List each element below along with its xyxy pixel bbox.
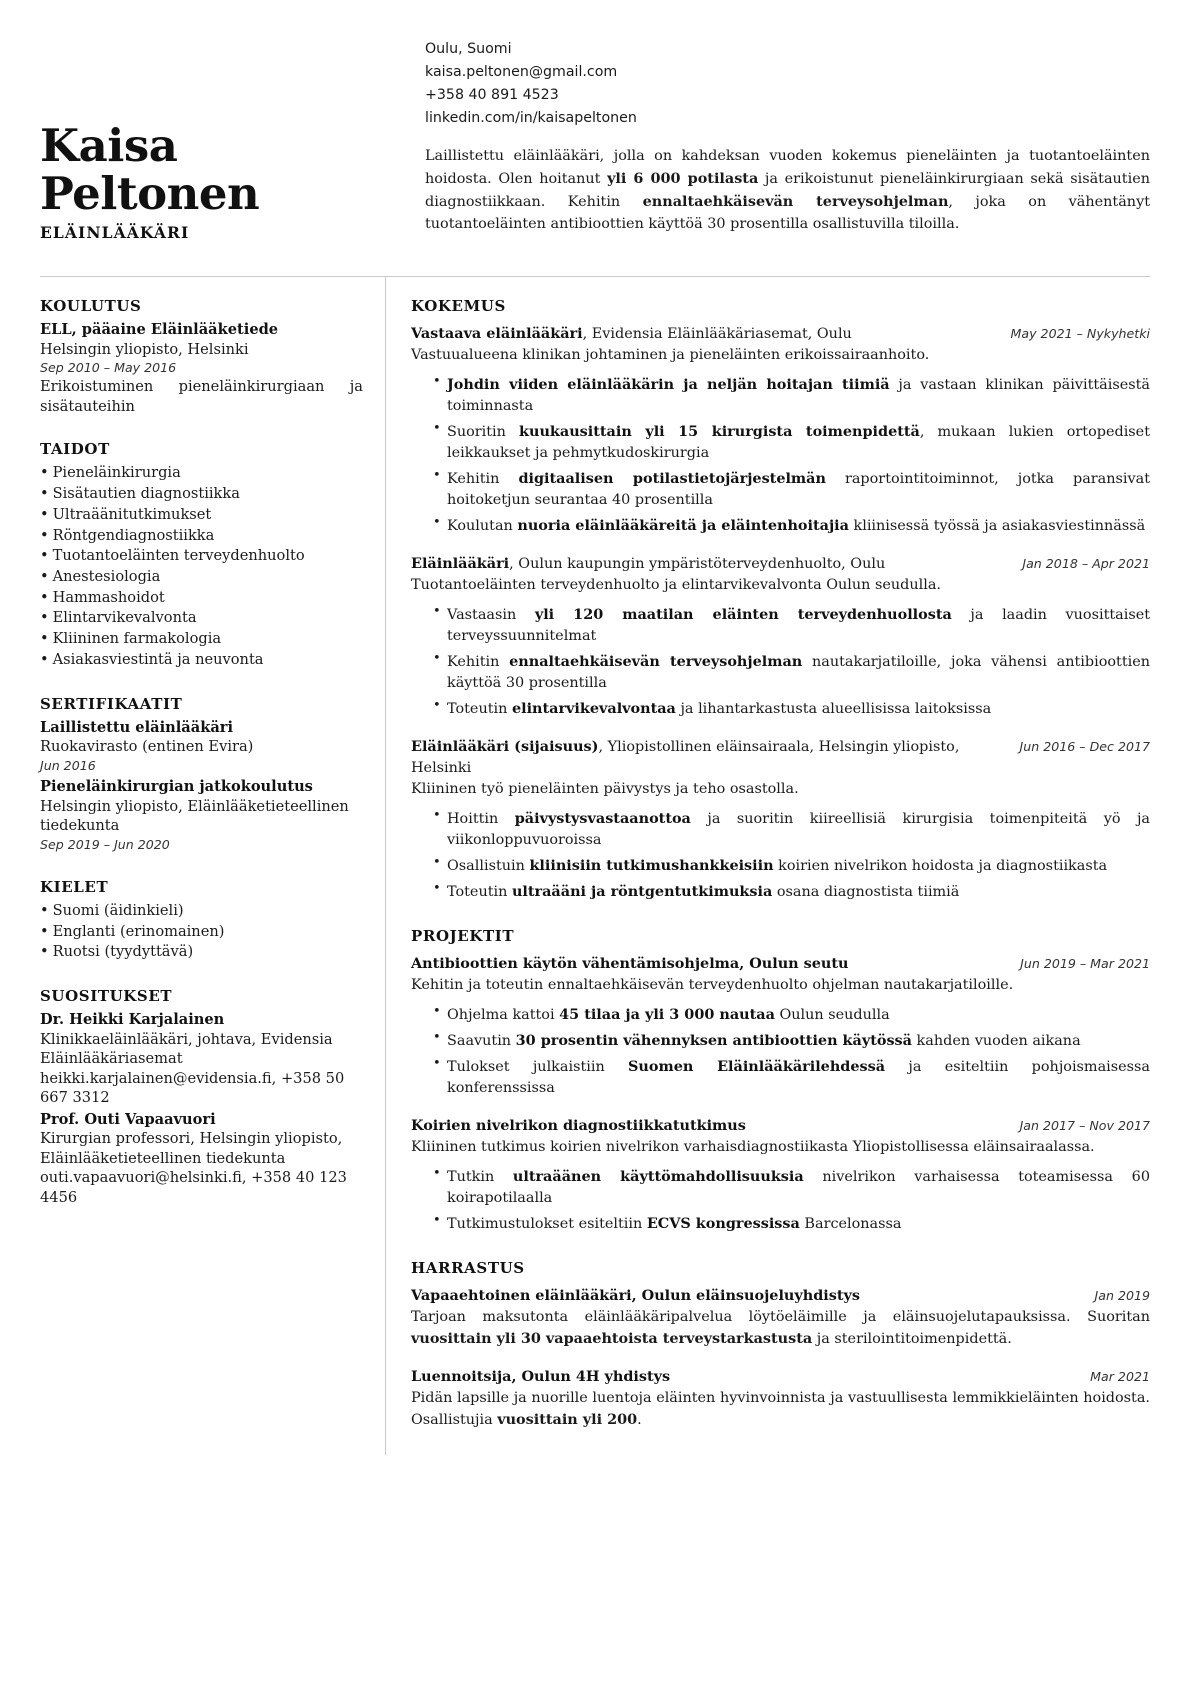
skill-item (40, 505, 363, 526)
entry-title: Eläinlääkäri, Oulun kaupungin ympäristöterveydenhuolto, Oulu (411, 555, 886, 573)
entry-title: Koirien nivelrikon diagnostiikkatutkimus (411, 1117, 746, 1135)
skill-item-label: Elintarvikevalvonta (52, 609, 197, 627)
contact-and-summary (400, 36, 1150, 236)
entry-bullet: • Tutkin ultraäänen käyttömahdollisuuksia nivelrikon varhaisessa toteamisessa 60 koirapotilaalla (433, 1166, 1150, 1209)
entry-date: Jan 2018 – Apr 2021 (1022, 556, 1150, 572)
entry-bullet-list (411, 604, 1150, 720)
language-item (40, 942, 363, 963)
entry-header (411, 324, 1150, 345)
reference-role: Klinikkaeläinlääkäri, johtava, Evidensia Eläinlääkäriasemat (40, 1030, 333, 1068)
certificate-name: Pieneläinkirurgian jatkokoulutus (40, 777, 313, 795)
bullet-icon: • (40, 609, 49, 627)
entry-bullet: • Saavutin 30 prosentin vähennyksen antibioottien käytössä kahden vuoden aikana (433, 1030, 1150, 1052)
bullet-icon: • (40, 526, 49, 544)
entry-bullet: • Kehitin digitaalisen potilastietojärjestelmän raportointitoiminnot, jotka paransivat hoitoketjun seurantaa 40 prosentilla (433, 468, 1150, 511)
certificate-date: Jun 2016 (40, 757, 96, 773)
section-projects (411, 927, 1150, 1235)
skill-item (40, 608, 363, 629)
skill-item-label: Kliininen farmakologia (52, 630, 222, 648)
entry-bullet: • Koulutan nuoria eläinlääkäreitä ja eläintenhoitajia kliinisessä työssä ja asiakasviestinnässä (433, 515, 1150, 537)
reference-entry (40, 1110, 363, 1208)
certificate-entry (40, 777, 363, 854)
skill-item-label: Hammashoidot (52, 588, 165, 606)
section-title-skills: TAIDOT (40, 440, 110, 459)
skill-item-label: Pieneläinkirurgia (52, 464, 181, 482)
bullet-icon: • (40, 943, 49, 961)
bullet-icon: • (40, 485, 49, 503)
skill-item-label: Röntgendiagnostiikka (52, 526, 215, 544)
entry-title: Eläinlääkäri (sijaisuus), Yliopistollinen eläinsairaala, Helsingin yliopisto, Helsinki (411, 738, 960, 777)
entry-title: Luennoitsija, Oulun 4H yhdistys (411, 1368, 671, 1386)
entry-bullet: • Hoittin päivystysvastaanottoa ja suoritin kiireellisiä kirurgisia toimenpiteitä yö ja viikonloppuvuoroissa (433, 808, 1150, 851)
bullet-icon: • (40, 505, 49, 523)
education-note: Erikoistuminen pieneläinkirurgiaan ja sisätauteihin (40, 378, 363, 415)
bullet-icon: • (40, 650, 49, 668)
entry-date: Mar 2021 (1090, 1369, 1150, 1385)
entry-header (411, 554, 1150, 575)
section-title-references: SUOSITUKSET (40, 987, 173, 1006)
entry-date: May 2021 – Nykyhetki (1010, 326, 1150, 341)
contact-linkedin[interactable]: linkedin.com/in/kaisapeltonen (425, 110, 637, 126)
language-item-label: Englanti (erinomainen) (52, 922, 225, 940)
skill-item-label: Asiakasviestintä ja neuvonta (52, 650, 264, 668)
skill-item (40, 526, 363, 547)
skill-item-label: Tuotantoeläinten terveydenhuolto (52, 547, 305, 565)
candidate-job-title: ELÄINLÄÄKÄRI (40, 223, 190, 243)
entry (411, 1367, 1150, 1431)
entry-bullet: • Toteutin elintarvikevalvontaa ja lihantarkastusta alueellisissa laitoksissa (433, 698, 1150, 720)
main-column (386, 277, 1150, 1455)
entry-subtitle: Kliininen tutkimus koirien nivelrikon varhaisdiagnostiikasta Yliopistollisessa eläinsairaalassa. (411, 1139, 1095, 1155)
entry-bullet-list (411, 1166, 1150, 1235)
entry-bullet: • Suoritin kuukausittain yli 15 kirurgista toimenpidettä, mukaan lukien ortopediset leikkaukset ja pehmytkudoskirurgia (433, 421, 1150, 464)
bullet-icon: • (40, 922, 49, 940)
certificate-date: Sep 2019 – Jun 2020 (40, 836, 170, 852)
education-degree: ELL, pääaine Eläinlääketiede (40, 321, 279, 338)
education-date: Sep 2010 – May 2016 (40, 360, 177, 376)
certificate-name: Laillistettu eläinlääkäri (40, 718, 234, 736)
skill-item (40, 546, 363, 567)
entry-header (411, 1367, 1150, 1388)
entry-header (411, 954, 1150, 975)
skill-item (40, 463, 363, 484)
entry-bullet: • Toteutin ultraääni ja röntgentutkimuksia osana diagnostista tiimiä (433, 881, 1150, 903)
entry-bullet: • Tutkimustulokset esiteltiin ECVS kongressissa Barcelonassa (433, 1213, 1150, 1235)
language-item (40, 901, 363, 922)
section-experience (411, 297, 1150, 903)
entry-date: Jan 2017 – Nov 2017 (1019, 1118, 1150, 1134)
skill-item-label: Anestesiologia (52, 568, 161, 586)
hobby-entries (411, 1286, 1150, 1431)
entry-title: Vastaava eläinlääkäri, Evidensia Eläinlääkäriasemat, Oulu (411, 325, 852, 342)
language-item-label: Ruotsi (tyydyttävä) (52, 943, 194, 961)
entry-bullet-list (411, 374, 1150, 537)
professional-summary: Laillistettu eläinlääkäri, jolla on kahdeksan vuoden kokemus pieneläinten ja tuotantoeläinten hoidosta. Olen hoitanut yli 6 000 potilasta ja erikoistunut pieneläinkirurgiaan sekä sisätautien diagnostiikkaan. Kehitin ennaltaehkäisevän terveysohjelman, joka on vähentänyt tuotantoeläinten antibioottien käyttöä 30 prosentilla osallistuvilla tiloilla. (425, 148, 1150, 232)
skill-item (40, 588, 363, 609)
section-title-certificates: SERTIFIKAATIT (40, 694, 183, 713)
section-title-experience: KOKEMUS (411, 297, 506, 315)
entry-header (411, 1116, 1150, 1137)
bullet-icon: • (40, 568, 49, 586)
skill-item (40, 629, 363, 650)
entry-subtitle: Pidän lapsille ja nuorille luentoja eläinten hyvinvoinnista ja vastuullisesta lemmikkieläinten hoidosta. Osallistujia vuosittain yli 200. (411, 1389, 1150, 1428)
first-name: Kaisa (40, 119, 178, 172)
contact-location: Oulu, Suomi (425, 41, 512, 57)
certificate-entry (40, 718, 363, 775)
reference-name: Dr. Heikki Karjalainen (40, 1011, 225, 1029)
entry-subtitle: Vastuualueena klinikan johtaminen ja pieneläinten erikoissairaanhoito. (411, 346, 930, 363)
entry-bullet: • Johdin viiden eläinlääkärin ja neljän hoitajan tiimiä ja vastaan klinikan päivittäisestä toiminnasta (433, 374, 1150, 417)
section-languages (40, 878, 363, 963)
sidebar-column (40, 277, 385, 1455)
entry-title: Vapaaehtoinen eläinlääkäri, Oulun eläinsuojeluyhdistys (411, 1287, 860, 1305)
skill-item (40, 567, 363, 588)
bullet-icon: • (40, 464, 49, 482)
languages-list (40, 901, 363, 963)
skill-item (40, 650, 363, 671)
section-education (40, 297, 363, 416)
contact-email[interactable]: kaisa.peltonen@gmail.com (425, 64, 618, 80)
entry (411, 1286, 1150, 1350)
reference-role: Kirurgian professori, Helsingin yliopisto, Eläinlääketieteellinen tiedekunta (40, 1130, 343, 1167)
skill-item-label: Sisätautien diagnostiikka (52, 485, 240, 503)
contact-phone: +358 40 891 4523 (425, 87, 559, 103)
entry (411, 324, 1150, 537)
resume-header (40, 36, 1150, 264)
certificate-issuer: Helsingin yliopisto, Eläinlääketieteellinen tiedekunta (40, 797, 349, 835)
entry (411, 554, 1150, 720)
resume-body (40, 277, 1150, 1455)
education-school: Helsingin yliopisto, Helsinki (40, 340, 249, 358)
entry-date: Jan 2019 (1094, 1288, 1150, 1304)
entry-date: Jun 2016 – Dec 2017 (1019, 739, 1150, 755)
language-item-label: Suomi (äidinkieli) (52, 901, 184, 919)
reference-contact[interactable]: heikki.karjalainen@evidensia.fi, +358 50 667 3312 (40, 1069, 345, 1107)
reference-entry (40, 1010, 363, 1108)
section-title-hobbies: HARRASTUS (411, 1259, 525, 1278)
section-skills (40, 440, 363, 670)
reference-name: Prof. Outi Vapaavuori (40, 1110, 216, 1128)
section-certificates (40, 695, 363, 854)
entry-subtitle: Kehitin ja toteutin ennaltaehkäisevän terveydenhuolto ohjelman nautakarjatiloille. (411, 976, 1014, 993)
entry-bullet: • Tulokset julkaistiin Suomen Eläinlääkärilehdessä ja esiteltiin pohjoismaisessa konferenssissa (433, 1056, 1150, 1099)
language-item (40, 922, 363, 943)
last-name: Peltonen (40, 166, 260, 220)
entry-bullet: • Ohjelma kattoi 45 tilaa ja yli 3 000 nautaa Oulun seudulla (433, 1004, 1150, 1026)
section-title-projects: PROJEKTIT (411, 927, 515, 946)
entry-bullet-list (411, 1004, 1150, 1099)
skill-item-label: Ultraäänitutkimukset (52, 505, 212, 523)
identity-block (40, 36, 400, 242)
entry-bullet: • Osallistuin kliinisiin tutkimushankkeisiin koirien nivelrikon hoidosta ja diagnostiikasta (433, 855, 1150, 877)
candidate-name (40, 119, 400, 220)
reference-contact[interactable]: outi.vapaavuori@helsinki.fi, +358 40 123 4456 (40, 1169, 347, 1206)
entry (411, 954, 1150, 1099)
skills-list (40, 463, 363, 670)
bullet-icon: • (40, 901, 49, 919)
section-references (40, 987, 363, 1207)
bullet-icon: • (40, 588, 49, 606)
entry-bullet-list (411, 808, 1150, 903)
bullet-icon: • (40, 630, 49, 648)
certificate-issuer: Ruokavirasto (entinen Evira) (40, 738, 254, 756)
skill-item (40, 484, 363, 505)
contact-list (425, 38, 1150, 130)
section-title-education: KOULUTUS (40, 297, 142, 315)
section-hobbies (411, 1259, 1150, 1431)
bullet-icon: • (40, 547, 49, 565)
entry-bullet: • Vastaasin yli 120 maatilan eläinten terveydenhuollosta ja laadin vuosittaiset terveyssuunnitelmat (433, 604, 1150, 647)
project-entries (411, 954, 1150, 1235)
entry-date: Jun 2019 – Mar 2021 (1020, 956, 1150, 972)
entry (411, 1116, 1150, 1235)
entry-bullet: • Kehitin ennaltaehkäisevän terveysohjelman nautakarjatiloille, joka vähensi antibioottien käyttöä 30 prosentilla (433, 651, 1150, 694)
entry-header (411, 737, 1150, 779)
entry-subtitle: Tuotantoeläinten terveydenhuolto ja elintarvikevalvonta Oulun seudulla. (411, 577, 942, 593)
experience-entries (411, 324, 1150, 903)
entry-subtitle: Tarjoan maksutonta eläinlääkäripalvelua löytöeläimille ja eläinsuojelutapauksissa. Suoritan vuosittain yli 30 vapaaehtoista terveystarkastusta ja sterilointitoimenpidettä. (411, 1309, 1150, 1348)
entry-subtitle: Kliininen työ pieneläinten päivystys ja teho osastolla. (411, 780, 799, 797)
entry-header (411, 1286, 1150, 1307)
entry-title: Antibioottien käytön vähentämisohjelma, Oulun seutu (411, 955, 849, 973)
education-entry (40, 320, 363, 416)
entry (411, 737, 1150, 903)
section-title-languages: KIELET (40, 877, 109, 896)
